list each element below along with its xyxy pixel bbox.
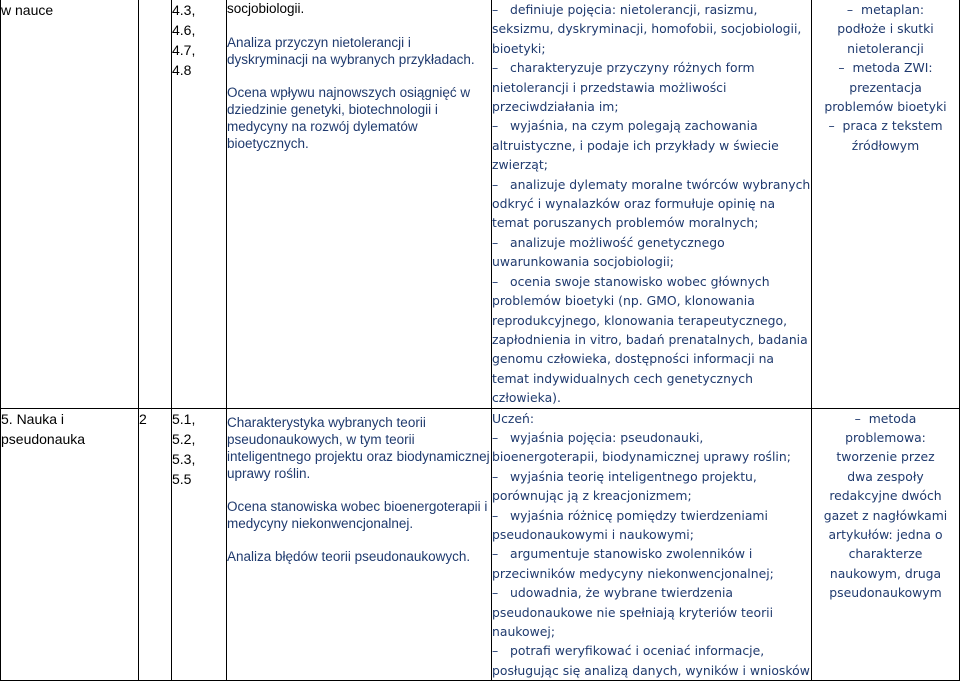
outcome-item: – definiuje pojęcia: nietolerancji, rasizmu, seksizmu, dyskryminacji, homofobii, socjobiologii, bioetyki; bbox=[492, 0, 811, 58]
method-line: pseudonaukowym bbox=[829, 585, 942, 601]
methods-cell bbox=[812, 408, 960, 681]
requirement-item: 4.3, bbox=[172, 2, 196, 18]
methods-cell bbox=[812, 0, 960, 408]
content-paragraph: Analiza błędów teorii pseudonaukowych. bbox=[227, 548, 471, 564]
method-line: podłoże i skutki bbox=[837, 21, 934, 37]
method-line: artykułów: jedna o bbox=[828, 526, 943, 542]
outcome-item: – argumentuje stanowisko zwolenników i przeciwników medycyny niekonwencjonalnej; bbox=[492, 544, 811, 583]
content-paragraph: Charakterystyka wybranych teorii pseudonaukowych, w tym teorii inteligentnego projektu oraz biodynamicznej uprawy roślin. bbox=[227, 414, 490, 481]
outcomes-cell bbox=[492, 0, 812, 408]
content-paragraph: Analiza przyczyn nietolerancji i dyskryminacji na wybranych przykładach. bbox=[227, 35, 475, 67]
method-line: naukowym, druga bbox=[829, 565, 942, 581]
method-line: – metoda bbox=[812, 409, 959, 428]
method-line: prezentacja bbox=[849, 79, 922, 95]
table-row-2 bbox=[1, 408, 960, 681]
outcome-item: – analizuje dylematy moralne twórców wybranych odkryć i wynalazków oraz formułuje opinię na temat poruszanych problemów moralnych; bbox=[492, 175, 811, 233]
requirement-item: 5.3, bbox=[172, 450, 196, 467]
outcome-item: – wyjaśnia pojęcia: pseudonauki, bioenergoterapii, biodynamicznej uprawy roślin; bbox=[492, 428, 811, 467]
method-line: charakterze bbox=[848, 546, 923, 562]
outcome-item: – wyjaśnia, na czym polegają zachowania altruistyczne, i podaje ich przykłady w świecie zwierząt; bbox=[492, 116, 811, 174]
requirement-item: 4.6, bbox=[172, 22, 196, 38]
requirement-item: 5.2, bbox=[172, 430, 196, 447]
content-cell bbox=[227, 0, 492, 408]
hours-text: 2 bbox=[139, 410, 147, 427]
requirements-cell bbox=[172, 408, 227, 681]
content-paragraph: Ocena stanowiska wobec bioenergoterapii i medycyny niekonwencjonalnej. bbox=[227, 498, 488, 531]
method-line: redakcyjne dwóch bbox=[829, 488, 942, 504]
method-line: – metaplan: bbox=[812, 0, 959, 19]
requirement-item: 4.7, bbox=[172, 42, 196, 58]
outcomes-label: Uczeń: bbox=[492, 410, 535, 426]
outcome-item: – ocenia swoje stanowisko wobec głównych problemów bioetyki (np. GMO, klonowania reprodukcyjnego, klonowania terapeutycznego, zapłodnienia in vitro, badań prenatalnych, badania genomu człowieka, dostępności informacji na temat indywidualnych cech genetycznych człowieka). bbox=[492, 272, 811, 408]
table-row-1 bbox=[1, 0, 960, 408]
method-line: dwa zespoły bbox=[847, 468, 924, 484]
outcome-item: – analizuje możliwość genetycznego uwarunkowania socjobiologii; bbox=[492, 233, 811, 272]
requirements-cell bbox=[172, 0, 227, 408]
outcome-item: – potrafi weryfikować i oceniać informacje, posługując się analizą danych, wyników i wniosków bbox=[492, 641, 811, 680]
method-line: – praca z tekstem bbox=[812, 116, 959, 135]
requirement-item: 5.5 bbox=[172, 470, 192, 487]
topic-cell bbox=[1, 0, 139, 408]
topic-text: 5. Nauka i pseudonauka bbox=[1, 410, 86, 447]
topic-text: w nauce bbox=[1, 2, 54, 18]
method-line: nietolerancji bbox=[847, 40, 924, 56]
outcome-item: – charakteryzuje przyczyny różnych form nietolerancji i przedstawia możliwości przeciwdziałania im; bbox=[492, 58, 811, 116]
method-line: źródłowym bbox=[851, 137, 920, 153]
outcome-item: – wyjaśnia różnicę pomiędzy twierdzeniami pseudonaukowymi i naukowymi; bbox=[492, 506, 811, 545]
hours-cell bbox=[139, 0, 172, 408]
content-cell bbox=[227, 408, 492, 681]
topic-cell bbox=[1, 408, 139, 681]
outcome-item: – udowadnia, że wybrane twierdzenia pseudonaukowe nie spełniają kryteriów teorii naukowej; bbox=[492, 583, 811, 641]
method-line: gazet z nagłówkami bbox=[823, 507, 948, 523]
method-line: problemowa: bbox=[845, 429, 926, 445]
outcome-item: – wyjaśnia teorię inteligentnego projektu, porównując ją z kreacjonizmem; bbox=[492, 467, 811, 506]
requirement-item: 4.8 bbox=[172, 62, 192, 78]
method-line: – metoda ZWI: bbox=[812, 58, 959, 77]
hours-cell bbox=[139, 408, 172, 681]
method-line: tworzenie przez bbox=[836, 449, 935, 465]
content-paragraph: Ocena wpływu najnowszych osiągnięć w dziedzinie genetyki, biotechnologii i medycyny na rozwój dylematów bioetycznych. bbox=[227, 85, 471, 151]
method-line: problemów bioetyki bbox=[824, 99, 947, 115]
outcomes-cell bbox=[492, 408, 812, 681]
content-paragraph: socjobiologii. bbox=[227, 1, 305, 16]
requirement-item: 5.1, bbox=[172, 410, 196, 427]
